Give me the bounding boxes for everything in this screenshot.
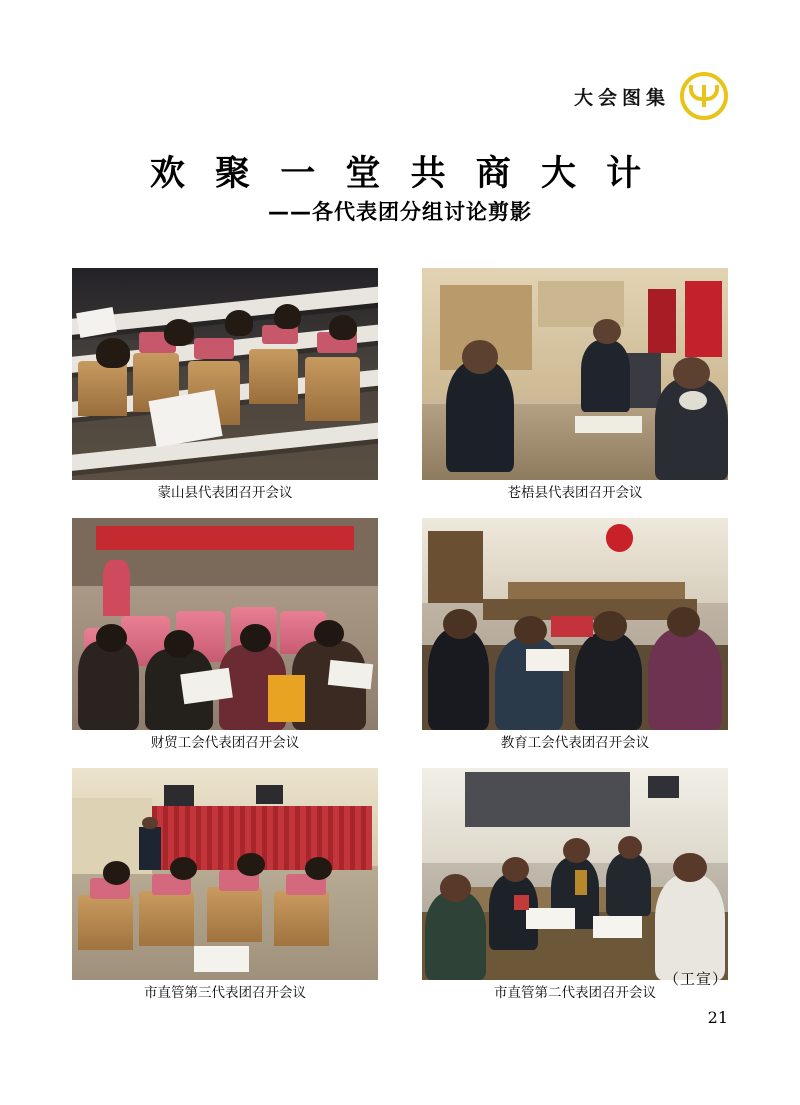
gallery-item	[422, 518, 728, 756]
union-emblem-icon	[680, 72, 728, 120]
signature: （工宣）	[663, 970, 728, 988]
photo-speaker-at-podium	[422, 268, 728, 480]
photo-long-table-discussion	[422, 518, 728, 730]
photo-small-meeting-room	[422, 768, 728, 980]
page-subtitle: ——各代表团分组讨论剪影	[268, 200, 532, 224]
photo-caption: 市直管第三代表团召开会议	[144, 985, 306, 1001]
gallery-item	[72, 518, 378, 756]
gallery-item	[422, 268, 728, 506]
gallery-item	[72, 268, 378, 506]
photo-conference-hall-rows	[72, 268, 378, 480]
header-label: 大会图集	[573, 86, 670, 109]
photo-caption: 市直管第二代表团召开会议	[494, 985, 656, 1001]
photo-caption: 蒙山县代表团召开会议	[157, 485, 293, 501]
photo-auditorium-pink-seats	[72, 518, 378, 730]
photo-caption: 教育工会代表团召开会议	[500, 735, 650, 751]
page-number: 21	[707, 1008, 728, 1027]
gallery-item	[72, 768, 378, 1006]
page-title: 欢 聚 一 堂 共 商 大 计	[149, 153, 651, 194]
photo-hall-red-curtain	[72, 768, 378, 980]
photo-caption: 财贸工会代表团召开会议	[150, 735, 300, 751]
photo-caption: 苍梧县代表团召开会议	[507, 485, 643, 501]
page-header	[574, 72, 728, 120]
photo-gallery	[72, 268, 728, 1018]
